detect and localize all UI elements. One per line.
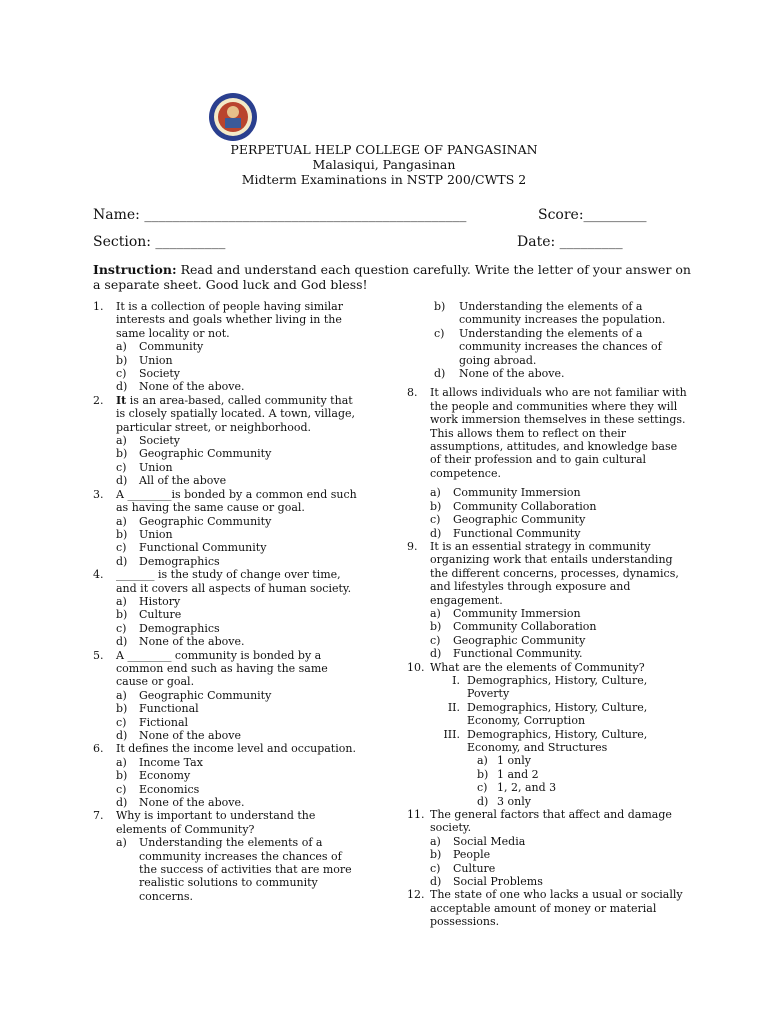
question-text: It defines the income level and occupation. xyxy=(116,742,356,756)
option-letter: b) xyxy=(116,527,128,541)
option-letter: b) xyxy=(116,608,128,622)
instruction xyxy=(93,262,693,292)
question-item xyxy=(407,888,687,928)
option-text: 1, 2, and 3 xyxy=(497,781,557,795)
answer-option[interactable] xyxy=(407,875,687,888)
name-field[interactable]: Name: ______________________________________________ xyxy=(93,207,467,223)
option-letter: a) xyxy=(116,688,127,702)
exam-title: Midterm Examinations in NSTP 200/CWTS 2 xyxy=(241,172,527,187)
roman-numeral: I. xyxy=(452,673,460,687)
question-text: The general factors that affect and damage society. xyxy=(430,808,672,835)
option-letter: b) xyxy=(434,300,446,313)
question-number: 1. xyxy=(93,300,104,313)
option-letter: c) xyxy=(116,715,127,729)
option-text: Economics xyxy=(139,782,200,796)
roman-option xyxy=(407,701,687,728)
option-text: Functional Community xyxy=(453,526,581,540)
roman-numeral: II. xyxy=(447,700,460,714)
option-text: Understanding the elements of a community increases the chances of the success of activities that are more realistic solutions to community concerns. xyxy=(139,836,352,903)
answer-option[interactable] xyxy=(407,367,687,380)
answer-option[interactable] xyxy=(407,327,687,367)
answer-option[interactable] xyxy=(93,447,363,460)
option-letter: d) xyxy=(116,554,128,568)
answer-option[interactable] xyxy=(93,541,363,554)
answer-option[interactable] xyxy=(407,848,687,861)
option-letter: d) xyxy=(116,474,128,488)
option-text: Social Media xyxy=(453,834,526,848)
roman-option xyxy=(407,728,687,755)
option-letter: c) xyxy=(116,782,127,796)
option-letter: b) xyxy=(116,702,128,716)
answer-option[interactable] xyxy=(93,474,363,487)
answer-option[interactable] xyxy=(93,756,363,769)
question-item xyxy=(407,808,687,835)
option-text: Community Collaboration xyxy=(453,499,597,513)
question-number: 10. xyxy=(407,660,425,674)
question-number: 9. xyxy=(407,539,418,553)
option-letter: b) xyxy=(430,620,442,634)
option-letter: b) xyxy=(430,848,442,862)
option-text: Functional Community. xyxy=(453,647,583,661)
option-text: Demographics xyxy=(139,621,220,635)
answer-option[interactable] xyxy=(93,367,363,380)
option-text: Society xyxy=(139,434,180,448)
answer-option[interactable] xyxy=(93,702,363,715)
score-field[interactable]: Score:_________ xyxy=(538,207,647,223)
option-letter: b) xyxy=(430,499,442,513)
option-text: Society xyxy=(139,367,180,381)
answer-option[interactable] xyxy=(407,647,687,660)
question-item xyxy=(93,649,363,689)
answer-option[interactable] xyxy=(407,835,687,848)
option-text: None of the above. xyxy=(139,796,245,810)
answer-option[interactable] xyxy=(93,380,363,393)
instruction-label: Instruction: xyxy=(93,262,177,277)
question-item xyxy=(407,540,687,607)
option-letter: a) xyxy=(430,606,441,620)
answer-option[interactable] xyxy=(93,783,363,796)
option-text: Union xyxy=(139,527,173,541)
option-text: Understanding the elements of a community increases the population. xyxy=(459,300,666,327)
answer-option[interactable] xyxy=(407,300,687,327)
option-text: All of the above xyxy=(139,474,227,488)
answer-option[interactable] xyxy=(407,634,687,647)
option-text: Functional Community xyxy=(139,541,267,555)
option-letter: a) xyxy=(116,340,127,354)
option-text: Geographic Community xyxy=(139,447,272,461)
option-text: Geographic Community xyxy=(139,688,272,702)
question-item xyxy=(93,809,363,836)
roman-text: Demographics, History, Culture, Economy, Corruption xyxy=(467,700,648,728)
section-field[interactable]: Section: __________ xyxy=(93,234,226,250)
roman-text: Demographics, History, Culture, Economy, and Structures xyxy=(467,727,648,754)
option-text: People xyxy=(453,848,491,862)
option-letter: d) xyxy=(116,635,128,649)
option-text: Culture xyxy=(453,861,496,875)
option-letter: d) xyxy=(116,380,128,394)
option-letter: b) xyxy=(116,447,128,461)
option-text: Culture xyxy=(139,608,182,622)
option-text: Economy xyxy=(139,769,191,783)
question-number: 6. xyxy=(93,742,104,756)
answer-option[interactable] xyxy=(407,513,687,526)
question-item xyxy=(93,300,363,340)
option-text: None of the above. xyxy=(459,367,565,381)
option-text: Geographic Community xyxy=(453,513,586,527)
roman-numeral: III. xyxy=(443,727,460,741)
option-letter: c) xyxy=(116,621,127,635)
answer-option[interactable] xyxy=(93,354,363,367)
option-text: None of the above xyxy=(139,729,241,742)
answer-option[interactable] xyxy=(93,635,363,648)
question-text: It allows individuals who are not familiar with the people and communities where they will work immersion themselves in these settings. This allows them to reflect on their assumptions, attitudes, and knowledge base of their profession and to gain cultural competence. xyxy=(430,386,687,480)
right-column xyxy=(407,300,687,929)
question-number: 8. xyxy=(407,386,418,400)
option-text: Geographic Community xyxy=(453,633,586,647)
option-text: Social Problems xyxy=(453,875,543,889)
option-letter: d) xyxy=(116,796,128,810)
answer-option[interactable] xyxy=(93,796,363,809)
option-letter: d) xyxy=(477,794,489,808)
option-letter: a) xyxy=(477,754,488,768)
option-text: Understanding the elements of a community increases the chances of going abroad. xyxy=(459,326,662,367)
question-number: 3. xyxy=(93,487,104,501)
school-name: PERPETUAL HELP COLLEGE OF PANGASINAN xyxy=(230,142,538,157)
option-text: Functional xyxy=(139,702,199,716)
option-letter: c) xyxy=(430,633,441,647)
question-number: 5. xyxy=(93,648,104,662)
answer-option[interactable] xyxy=(93,689,363,702)
left-column xyxy=(93,300,363,903)
question-item xyxy=(93,568,363,595)
roman-option xyxy=(407,674,687,701)
question-text: What are the elements of Community? xyxy=(430,660,645,674)
option-letter: b) xyxy=(477,767,489,781)
answer-option[interactable] xyxy=(93,622,363,635)
option-letter: a) xyxy=(430,834,441,848)
instruction-text: Read and understand each question carefully. Write the letter of your answer on a separate sheet. Good luck and God bless! xyxy=(93,262,691,292)
answer-option[interactable] xyxy=(407,500,687,513)
answer-option[interactable] xyxy=(93,608,363,621)
answer-option[interactable] xyxy=(407,862,687,875)
question-item xyxy=(93,394,363,434)
option-letter: d) xyxy=(434,367,446,381)
question-item xyxy=(93,742,363,755)
option-letter: a) xyxy=(116,514,127,528)
option-text: Community Immersion xyxy=(453,486,581,500)
question-text: The state of one who lacks a usual or socially acceptable amount of money or material possessions. xyxy=(430,888,683,929)
school-seal-logo xyxy=(208,92,258,142)
option-text: None of the above. xyxy=(139,380,245,394)
school-location: Malasiqui, Pangasinan xyxy=(312,157,456,172)
answer-option[interactable] xyxy=(93,461,363,474)
option-text: Demographics xyxy=(139,554,220,568)
option-text: Fictional xyxy=(139,715,189,729)
question-text: _______ is the study of change over time, and it covers all aspects of human society. xyxy=(116,568,352,595)
answer-option[interactable] xyxy=(407,768,687,781)
question-text: It is an essential strategy in community organizing work that entails understanding the different concerns, processes, dynamics, and lifestyles through exposure and engagement. xyxy=(430,539,679,607)
option-text: Union xyxy=(139,460,173,474)
question-text: It is a collection of people having similar interests and goals whether living in the same locality or not. xyxy=(116,300,343,340)
answer-option[interactable] xyxy=(407,620,687,633)
option-letter: c) xyxy=(116,367,127,381)
option-letter: a) xyxy=(116,594,127,608)
option-letter: a) xyxy=(116,434,127,448)
question-number: 2. xyxy=(93,393,104,407)
option-letter: c) xyxy=(434,326,445,340)
option-letter: a) xyxy=(430,486,441,500)
answer-option[interactable] xyxy=(93,716,363,729)
option-letter: c) xyxy=(477,781,488,795)
answer-option[interactable] xyxy=(93,528,363,541)
option-letter: d) xyxy=(430,526,442,540)
option-text: History xyxy=(139,594,181,608)
answer-option[interactable] xyxy=(407,607,687,620)
option-letter: d) xyxy=(430,875,442,889)
option-letter: b) xyxy=(116,353,128,367)
answer-option[interactable] xyxy=(93,729,363,742)
option-letter: d) xyxy=(116,729,128,742)
question-text: A ________ community is bonded by a common end such as having the same cause or goal. xyxy=(116,648,328,689)
question-number: 4. xyxy=(93,568,104,582)
answer-option[interactable] xyxy=(93,340,363,353)
option-letter: b) xyxy=(116,769,128,783)
option-text: Income Tax xyxy=(139,755,203,769)
question-item xyxy=(407,386,687,480)
answer-option[interactable] xyxy=(407,486,687,499)
answer-option[interactable] xyxy=(407,781,687,794)
option-letter: a) xyxy=(116,836,127,850)
question-item xyxy=(407,661,687,674)
answer-option[interactable] xyxy=(93,836,363,903)
option-letter: c) xyxy=(116,541,127,555)
option-text: 1 and 2 xyxy=(497,767,539,781)
option-text: None of the above. xyxy=(139,635,245,649)
option-text: Community xyxy=(139,340,204,354)
question-bold: It xyxy=(116,393,127,407)
option-text: Community Immersion xyxy=(453,606,581,620)
question-text: A ________is bonded by a common end such as having the same cause or goal. xyxy=(116,487,357,515)
option-text: Geographic Community xyxy=(139,514,272,528)
answer-option[interactable] xyxy=(407,527,687,540)
question-text: Why is important to understand the elements of Community? xyxy=(116,809,316,836)
option-letter: a) xyxy=(116,755,127,769)
date-field[interactable]: Date: _________ xyxy=(517,234,623,250)
option-letter: c) xyxy=(430,861,441,875)
answer-option[interactable] xyxy=(93,555,363,568)
answer-option[interactable] xyxy=(407,795,687,808)
question-text: is an area-based, called community that is closely spatially located. A town, village, particular street, or neighborhood. xyxy=(116,393,356,434)
answer-option[interactable] xyxy=(93,595,363,608)
option-text: Community Collaboration xyxy=(453,620,597,634)
answer-option[interactable] xyxy=(93,769,363,782)
answer-option[interactable] xyxy=(407,754,687,767)
question-number: 12. xyxy=(407,888,425,902)
option-letter: c) xyxy=(116,460,127,474)
option-text: Union xyxy=(139,353,173,367)
question-number: 11. xyxy=(407,808,425,822)
question-item xyxy=(93,488,363,515)
answer-option[interactable] xyxy=(93,434,363,447)
roman-text: Demographics, History, Culture, Poverty xyxy=(467,673,648,701)
option-text: 3 only xyxy=(497,794,531,808)
option-text: 1 only xyxy=(497,754,531,768)
question-number: 7. xyxy=(93,809,104,823)
option-letter: d) xyxy=(430,647,442,661)
answer-option[interactable] xyxy=(93,515,363,528)
option-letter: c) xyxy=(430,513,441,527)
